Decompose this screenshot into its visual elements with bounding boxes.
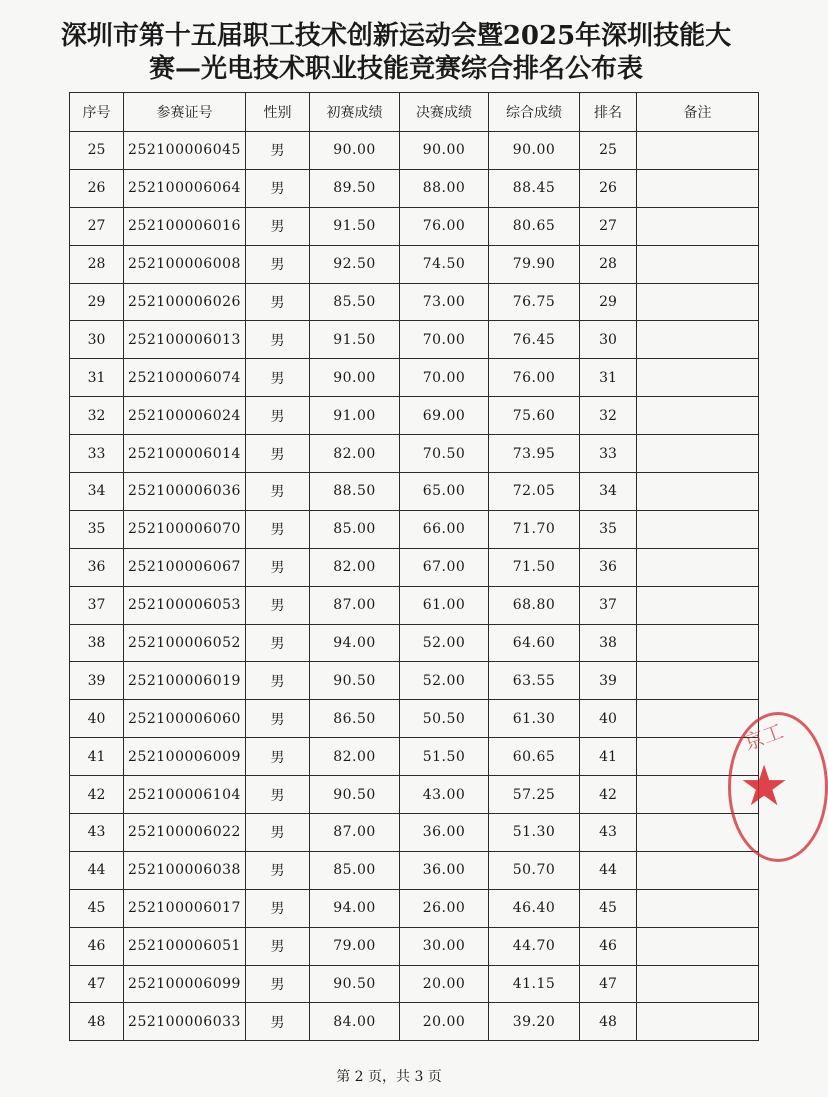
header-col-remarks: 备注 — [637, 93, 759, 132]
cell-col-rank: 25 — [580, 132, 637, 170]
cell-col-rank: 35 — [580, 510, 637, 548]
table-row — [70, 510, 759, 548]
cell-col-prelim: 90.50 — [310, 965, 400, 1003]
cell-col-total: 73.95 — [489, 435, 580, 473]
cell-col-id: 252100006038 — [124, 851, 246, 889]
seal-arc-text: 京工 — [740, 718, 787, 756]
cell-col-total: 64.60 — [489, 624, 580, 662]
cell-col-remarks — [637, 586, 759, 624]
cell-col-final: 69.00 — [400, 397, 489, 435]
cell-col-rank: 30 — [580, 321, 637, 359]
cell-col-final: 51.50 — [400, 738, 489, 776]
table-row — [70, 700, 759, 738]
cell-col-rank: 42 — [580, 776, 637, 814]
cell-col-total: 41.15 — [489, 965, 580, 1003]
cell-col-gender: 男 — [246, 169, 310, 207]
cell-col-total: 88.45 — [489, 169, 580, 207]
cell-col-final: 26.00 — [400, 889, 489, 927]
cell-col-gender: 男 — [246, 662, 310, 700]
cell-col-gender: 男 — [246, 245, 310, 283]
table-row — [70, 624, 759, 662]
seal-star-icon: ★ — [739, 754, 790, 819]
table-row — [70, 321, 759, 359]
cell-col-index: 29 — [70, 283, 124, 321]
cell-col-rank: 28 — [580, 245, 637, 283]
cell-col-final: 70.00 — [400, 321, 489, 359]
cell-col-remarks — [637, 283, 759, 321]
cell-col-total: 90.00 — [489, 132, 580, 170]
cell-col-rank: 31 — [580, 359, 637, 397]
table-row — [70, 662, 759, 700]
cell-col-gender: 男 — [246, 473, 310, 511]
cell-col-total: 72.05 — [489, 473, 580, 511]
cell-col-index: 46 — [70, 927, 124, 965]
header-col-total: 综合成绩 — [489, 93, 580, 132]
cell-col-final: 70.50 — [400, 435, 489, 473]
cell-col-total: 44.70 — [489, 927, 580, 965]
cell-col-total: 68.80 — [489, 586, 580, 624]
cell-col-final: 52.00 — [400, 662, 489, 700]
cell-col-final: 67.00 — [400, 548, 489, 586]
cell-col-rank: 43 — [580, 814, 637, 852]
cell-col-gender: 男 — [246, 776, 310, 814]
cell-col-prelim: 90.50 — [310, 662, 400, 700]
cell-col-prelim: 94.00 — [310, 624, 400, 662]
cell-col-gender: 男 — [246, 814, 310, 852]
cell-col-final: 20.00 — [400, 965, 489, 1003]
header-col-final: 决赛成绩 — [400, 93, 489, 132]
cell-col-gender: 男 — [246, 851, 310, 889]
cell-col-id: 252100006104 — [124, 776, 246, 814]
cell-col-remarks — [637, 321, 759, 359]
table-row — [70, 245, 759, 283]
cell-col-gender: 男 — [246, 889, 310, 927]
table-row — [70, 814, 759, 852]
cell-col-final: 90.00 — [400, 132, 489, 170]
cell-col-gender: 男 — [246, 207, 310, 245]
cell-col-id: 252100006013 — [124, 321, 246, 359]
table-row — [70, 359, 759, 397]
cell-col-prelim: 92.50 — [310, 245, 400, 283]
ranking-table — [69, 92, 759, 1041]
cell-col-id: 252100006036 — [124, 473, 246, 511]
cell-col-prelim: 91.00 — [310, 397, 400, 435]
cell-col-index: 43 — [70, 814, 124, 852]
cell-col-total: 76.75 — [489, 283, 580, 321]
cell-col-prelim: 89.50 — [310, 169, 400, 207]
table-row — [70, 473, 759, 511]
cell-col-index: 31 — [70, 359, 124, 397]
cell-col-id: 252100006053 — [124, 586, 246, 624]
table-row — [70, 207, 759, 245]
cell-col-gender: 男 — [246, 359, 310, 397]
cell-col-rank: 40 — [580, 700, 637, 738]
table-row — [70, 927, 759, 965]
cell-col-prelim: 85.00 — [310, 851, 400, 889]
cell-col-index: 25 — [70, 132, 124, 170]
cell-col-rank: 26 — [580, 169, 637, 207]
cell-col-id: 252100006060 — [124, 700, 246, 738]
cell-col-id: 252100006017 — [124, 889, 246, 927]
cell-col-remarks — [637, 851, 759, 889]
cell-col-rank: 45 — [580, 889, 637, 927]
page-footer: 第 2 页，共 3 页 — [336, 1069, 442, 1085]
cell-col-total: 51.30 — [489, 814, 580, 852]
cell-col-rank: 27 — [580, 207, 637, 245]
cell-col-total: 61.30 — [489, 700, 580, 738]
cell-col-id: 252100006064 — [124, 169, 246, 207]
cell-col-rank: 38 — [580, 624, 637, 662]
cell-col-remarks — [637, 662, 759, 700]
cell-col-id: 252100006074 — [124, 359, 246, 397]
table-row — [70, 132, 759, 170]
cell-col-rank: 34 — [580, 473, 637, 511]
cell-col-remarks — [637, 927, 759, 965]
cell-col-prelim: 91.50 — [310, 207, 400, 245]
cell-col-gender: 男 — [246, 700, 310, 738]
cell-col-rank: 33 — [580, 435, 637, 473]
cell-col-id: 252100006014 — [124, 435, 246, 473]
cell-col-gender: 男 — [246, 397, 310, 435]
cell-col-remarks — [637, 435, 759, 473]
cell-col-final: 74.50 — [400, 245, 489, 283]
table-row — [70, 435, 759, 473]
cell-col-prelim: 84.00 — [310, 1003, 400, 1041]
cell-col-rank: 44 — [580, 851, 637, 889]
cell-col-total: 71.70 — [489, 510, 580, 548]
cell-col-index: 28 — [70, 245, 124, 283]
cell-col-index: 42 — [70, 776, 124, 814]
cell-col-prelim: 90.00 — [310, 359, 400, 397]
cell-col-prelim: 90.50 — [310, 776, 400, 814]
cell-col-final: 20.00 — [400, 1003, 489, 1041]
cell-col-id: 252100006008 — [124, 245, 246, 283]
cell-col-id: 252100006051 — [124, 927, 246, 965]
cell-col-prelim: 85.00 — [310, 510, 400, 548]
cell-col-index: 40 — [70, 700, 124, 738]
cell-col-id: 252100006026 — [124, 283, 246, 321]
cell-col-index: 44 — [70, 851, 124, 889]
cell-col-total: 60.65 — [489, 738, 580, 776]
cell-col-index: 47 — [70, 965, 124, 1003]
cell-col-rank: 37 — [580, 586, 637, 624]
cell-col-prelim: 82.00 — [310, 548, 400, 586]
table-row — [70, 738, 759, 776]
cell-col-gender: 男 — [246, 624, 310, 662]
cell-col-id: 252100006024 — [124, 397, 246, 435]
cell-col-gender: 男 — [246, 927, 310, 965]
cell-col-prelim: 87.00 — [310, 586, 400, 624]
cell-col-rank: 39 — [580, 662, 637, 700]
table-row — [70, 283, 759, 321]
cell-col-gender: 男 — [246, 321, 310, 359]
cell-col-index: 37 — [70, 586, 124, 624]
cell-col-remarks — [637, 624, 759, 662]
cell-col-index: 35 — [70, 510, 124, 548]
cell-col-remarks — [637, 1003, 759, 1041]
header-col-gender: 性别 — [246, 93, 310, 132]
cell-col-prelim: 94.00 — [310, 889, 400, 927]
page-title — [20, 20, 772, 86]
cell-col-index: 33 — [70, 435, 124, 473]
cell-col-index: 45 — [70, 889, 124, 927]
table-row — [70, 397, 759, 435]
table-row — [70, 548, 759, 586]
table-row — [70, 586, 759, 624]
table-row — [70, 851, 759, 889]
cell-col-final: 88.00 — [400, 169, 489, 207]
cell-col-final: 43.00 — [400, 776, 489, 814]
cell-col-gender: 男 — [246, 283, 310, 321]
cell-col-final: 61.00 — [400, 586, 489, 624]
cell-col-index: 39 — [70, 662, 124, 700]
cell-col-total: 80.65 — [489, 207, 580, 245]
cell-col-remarks — [637, 510, 759, 548]
cell-col-id: 252100006016 — [124, 207, 246, 245]
cell-col-final: 52.00 — [400, 624, 489, 662]
cell-col-final: 76.00 — [400, 207, 489, 245]
title-line-1: 深圳市第十五届职工技术创新运动会暨2025年深圳技能大 — [60, 21, 732, 51]
cell-col-gender: 男 — [246, 435, 310, 473]
cell-col-index: 26 — [70, 169, 124, 207]
cell-col-index: 27 — [70, 207, 124, 245]
table-row — [70, 169, 759, 207]
cell-col-total: 79.90 — [489, 245, 580, 283]
cell-col-final: 36.00 — [400, 851, 489, 889]
cell-col-id: 252100006022 — [124, 814, 246, 852]
cell-col-prelim: 79.00 — [310, 927, 400, 965]
header-col-rank: 排名 — [580, 93, 637, 132]
cell-col-remarks — [637, 359, 759, 397]
cell-col-rank: 36 — [580, 548, 637, 586]
cell-col-prelim: 87.00 — [310, 814, 400, 852]
cell-col-remarks — [637, 207, 759, 245]
cell-col-prelim: 91.50 — [310, 321, 400, 359]
cell-col-id: 252100006052 — [124, 624, 246, 662]
cell-col-id: 252100006070 — [124, 510, 246, 548]
cell-col-index: 48 — [70, 1003, 124, 1041]
table-body — [70, 132, 759, 1041]
table-header-row — [70, 93, 759, 132]
cell-col-index: 34 — [70, 473, 124, 511]
cell-col-rank: 46 — [580, 927, 637, 965]
cell-col-final: 73.00 — [400, 283, 489, 321]
cell-col-total: 39.20 — [489, 1003, 580, 1041]
cell-col-remarks — [637, 965, 759, 1003]
cell-col-rank: 41 — [580, 738, 637, 776]
cell-col-id: 252100006067 — [124, 548, 246, 586]
cell-col-prelim: 90.00 — [310, 132, 400, 170]
cell-col-total: 57.25 — [489, 776, 580, 814]
cell-col-final: 36.00 — [400, 814, 489, 852]
cell-col-gender: 男 — [246, 965, 310, 1003]
official-seal-stamp — [728, 712, 828, 862]
header-col-id: 参赛证号 — [124, 93, 246, 132]
cell-col-total: 76.45 — [489, 321, 580, 359]
cell-col-gender: 男 — [246, 1003, 310, 1041]
cell-col-remarks — [637, 132, 759, 170]
title-line-2: 赛—光电技术职业技能竞赛综合排名公布表 — [148, 54, 643, 84]
cell-col-prelim: 82.00 — [310, 435, 400, 473]
cell-col-index: 36 — [70, 548, 124, 586]
cell-col-prelim: 88.50 — [310, 473, 400, 511]
cell-col-final: 30.00 — [400, 927, 489, 965]
cell-col-remarks — [637, 473, 759, 511]
cell-col-rank: 29 — [580, 283, 637, 321]
cell-col-remarks — [637, 889, 759, 927]
cell-col-total: 76.00 — [489, 359, 580, 397]
table-row — [70, 776, 759, 814]
cell-col-final: 66.00 — [400, 510, 489, 548]
cell-col-remarks — [637, 548, 759, 586]
cell-col-id: 252100006045 — [124, 132, 246, 170]
cell-col-rank: 32 — [580, 397, 637, 435]
cell-col-total: 46.40 — [489, 889, 580, 927]
cell-col-remarks — [637, 397, 759, 435]
cell-col-index: 41 — [70, 738, 124, 776]
cell-col-id: 252100006009 — [124, 738, 246, 776]
cell-col-remarks — [637, 169, 759, 207]
cell-col-id: 252100006099 — [124, 965, 246, 1003]
cell-col-gender: 男 — [246, 510, 310, 548]
cell-col-rank: 48 — [580, 1003, 637, 1041]
cell-col-index: 30 — [70, 321, 124, 359]
cell-col-gender: 男 — [246, 738, 310, 776]
cell-col-prelim: 86.50 — [310, 700, 400, 738]
cell-col-remarks — [637, 245, 759, 283]
cell-col-total: 75.60 — [489, 397, 580, 435]
table-row — [70, 965, 759, 1003]
cell-col-final: 65.00 — [400, 473, 489, 511]
table-row — [70, 889, 759, 927]
cell-col-final: 70.00 — [400, 359, 489, 397]
cell-col-total: 63.55 — [489, 662, 580, 700]
cell-col-id: 252100006033 — [124, 1003, 246, 1041]
cell-col-rank: 47 — [580, 965, 637, 1003]
cell-col-gender: 男 — [246, 548, 310, 586]
cell-col-index: 32 — [70, 397, 124, 435]
cell-col-total: 50.70 — [489, 851, 580, 889]
cell-col-gender: 男 — [246, 132, 310, 170]
cell-col-final: 50.50 — [400, 700, 489, 738]
header-col-index: 序号 — [70, 93, 124, 132]
cell-col-id: 252100006019 — [124, 662, 246, 700]
cell-col-prelim: 82.00 — [310, 738, 400, 776]
table-row — [70, 1003, 759, 1041]
header-col-prelim: 初赛成绩 — [310, 93, 400, 132]
cell-col-gender: 男 — [246, 586, 310, 624]
cell-col-total: 71.50 — [489, 548, 580, 586]
cell-col-index: 38 — [70, 624, 124, 662]
cell-col-prelim: 85.50 — [310, 283, 400, 321]
